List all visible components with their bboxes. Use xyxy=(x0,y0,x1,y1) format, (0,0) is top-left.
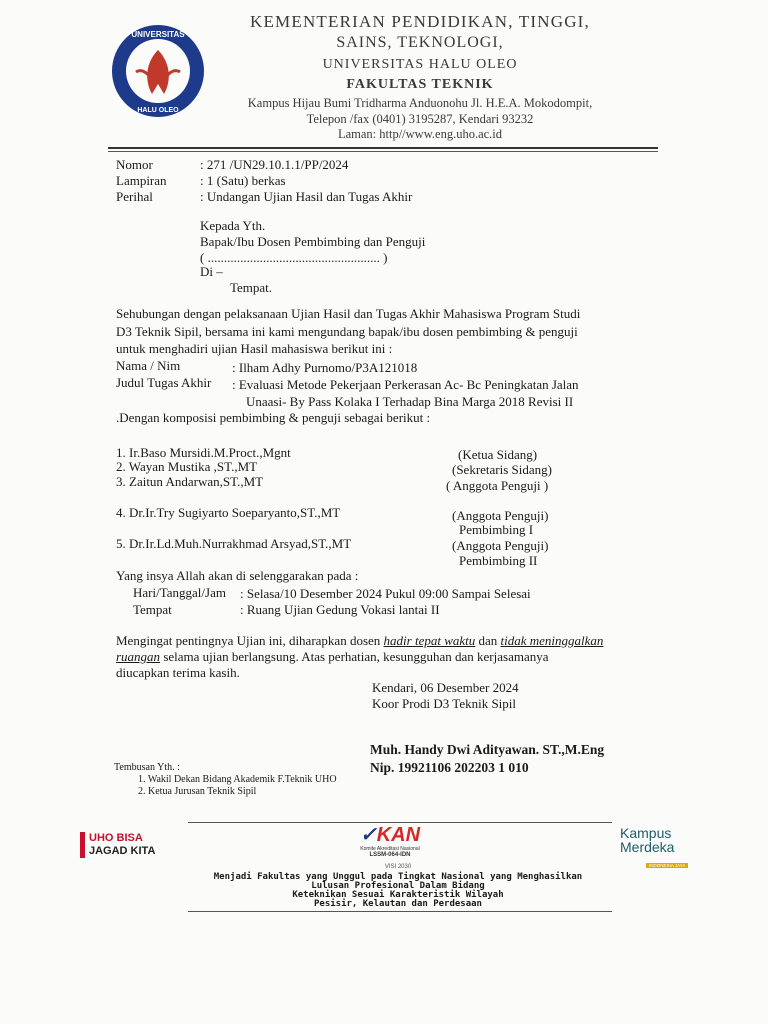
schedule-day-label: Hari/Tanggal/Jam xyxy=(133,585,226,600)
kampus-merdeka-logo xyxy=(620,826,706,866)
closing-emphasis-1: hadir tepat waktu xyxy=(383,633,476,648)
header-website: Laman: http//www.eng.uho.ac.id xyxy=(337,127,503,141)
visi-line-3: Keteknikan Sesuai Karakteristik Wilayah xyxy=(292,890,504,900)
signatory-name: Muh. Handy Dwi Adityawan. ST.,M.Eng xyxy=(370,742,605,757)
jagad-kita-text: JAGAD KITA xyxy=(89,845,156,857)
closing-line-3: diucapkan terima kasih. xyxy=(116,665,240,680)
visi-line-1: Menjadi Fakultas yang Unggul pada Tingkat Nasional yang Menghasilkan xyxy=(213,872,583,882)
body-para1-line1: Sehubungan dengan pelaksanaan Ujian Hasil dan Tugas Akhir Mahasiswa Program Studi xyxy=(116,306,581,321)
schedule-place-label: Tempat xyxy=(133,602,172,617)
nomor-label: Nomor xyxy=(116,157,153,172)
recipient-title: Bapak/Ibu Dosen Pembimbing dan Penguji xyxy=(200,234,426,249)
uho-bisa-text: UHO BISA xyxy=(89,832,143,844)
sign-place-date: Kendari, 06 Desember 2024 xyxy=(372,680,519,695)
kan-text xyxy=(350,824,430,846)
kan-sub-2: LSSM-064-IDN xyxy=(369,852,411,858)
lampiran-value: : 1 (Satu) berkas xyxy=(200,173,286,188)
recipient-di: Di – xyxy=(200,264,223,279)
tembusan-title: Tembusan Yth. : xyxy=(114,762,180,773)
judul-label: Judul Tugas Akhir xyxy=(116,375,212,390)
visi-line-4: Pesisir, Kelautan dan Perdesaan xyxy=(314,899,482,909)
lampiran-label: Lampiran xyxy=(116,173,167,188)
header-university: UNIVERSITAS HALU OLEO xyxy=(322,57,518,72)
recipient-place: Tempat. xyxy=(230,280,273,295)
committee-role-5b: Pembimbing II xyxy=(459,553,538,568)
recipient-blank: ( ..................................................... ) xyxy=(200,250,388,265)
committee-member-5: 5. Dr.Ir.Ld.Muh.Nurrakhmad Arsyad,ST.,MT xyxy=(116,536,352,551)
committee-member-1: 1. Ir.Baso Mursidi.M.Proct.,Mgnt xyxy=(116,445,291,460)
nomor-value: : 271 /UN29.10.1.1/PP/2024 xyxy=(200,157,349,172)
tembusan-item-1: 1. Wakil Dekan Bidang Akademik F.Teknik UHO xyxy=(138,774,337,785)
header-divider xyxy=(108,147,658,149)
header-divider-thin xyxy=(108,151,658,152)
signatory-nip: Nip. 19921106 202203 1 010 xyxy=(370,760,529,775)
committee-role-3: ( Anggota Penguji ) xyxy=(446,478,549,493)
recipient-greeting: Kepada Yth. xyxy=(200,218,266,233)
perihal-label: Perihal xyxy=(116,189,153,204)
closing-emphasis-2: tidak meninggalkan xyxy=(500,633,604,648)
uho-bisa-logo xyxy=(80,828,170,864)
committee-role-5: (Anggota Penguji) xyxy=(452,538,549,553)
komposisi-text: .Dengan komposisi pembimbing & penguji sebagai berikut : xyxy=(116,410,431,425)
committee-member-4: 4. Dr.Ir.Try Sugiyarto Soeparyanto,ST.,MT xyxy=(116,505,341,520)
footer-divider-bottom xyxy=(188,911,612,912)
perihal-value: : Undangan Ujian Hasil dan Tugas Akhir xyxy=(200,189,413,204)
kampus-text: Kampus xyxy=(620,825,672,841)
logo-text-bottom: HALU OLEO xyxy=(137,107,179,114)
header-ministry-2: SAINS, TEKNOLOGI, xyxy=(336,34,504,51)
committee-role-4b: Pembimbing I xyxy=(459,522,534,537)
committee-role-2: (Sekretaris Sidang) xyxy=(452,462,553,477)
committee-member-3: 3. Zaitun Andarwan,ST.,MT xyxy=(116,474,264,489)
closing-line-2 xyxy=(116,649,549,665)
body-para1-line3: untuk menghadiri ujian Hasil mahasiswa berikut ini : xyxy=(116,341,393,356)
committee-role-4: (Anggota Penguji) xyxy=(452,508,549,523)
closing-line-1 xyxy=(116,633,603,649)
logo-text-top: UNIVERSITAS xyxy=(131,30,185,39)
tembusan-item-2: 2. Ketua Jurusan Teknik Sipil xyxy=(138,786,257,797)
footer-divider-top xyxy=(188,822,612,823)
closing-text-a: Mengingat pentingnya Ujian ini, diharapkan dosen xyxy=(116,633,384,648)
nama-value: : Ilham Adhy Purnomo/P3A121018 xyxy=(232,360,418,375)
sign-position: Koor Prodi D3 Teknik Sipil xyxy=(372,696,517,711)
committee-member-2: 2. Wayan Mustika ,ST.,MT xyxy=(116,459,258,474)
header-faculty: FAKULTAS TEKNIK xyxy=(346,77,494,92)
merdeka-text: Merdeka xyxy=(620,839,675,855)
kan-sub-1: Komite Akreditasi Nasional xyxy=(360,846,420,852)
judul-value-2: Unaasi- By Pass Kolaka I Terhadap Bina Marga 2018 Revisi II xyxy=(246,394,574,409)
committee-role-1: (Ketua Sidang) xyxy=(458,447,538,462)
university-logo xyxy=(106,22,210,120)
schedule-day-value: : Selasa/10 Desember 2024 Pukul 09:00 Sampai Selesai xyxy=(240,586,531,601)
schedule-place-value: : Ruang Ujian Gedung Vokasi lantai II xyxy=(240,602,440,617)
kan-logo xyxy=(350,824,430,860)
closing-text-c: dan xyxy=(475,633,501,648)
visi-title: VISI 2030 xyxy=(384,864,412,870)
closing-emphasis-3: ruangan xyxy=(116,649,161,664)
kan-check-icon: ✓ xyxy=(359,824,377,846)
uho-bar-icon xyxy=(80,832,85,858)
schedule-intro: Yang insya Allah akan di selenggarakan pada : xyxy=(116,568,359,583)
body-para1-line2: D3 Teknik Sipil, bersama ini kami mengundang bapak/ibu dosen pembimbing & penguji xyxy=(116,324,578,339)
kan-letters: KAN xyxy=(376,824,421,846)
indonesia-jaya-badge: INDONESIA JAYA xyxy=(646,863,688,868)
header-phone: Telepon /fax (0401) 3195287, Kendari 93232 xyxy=(306,112,534,126)
visi-line-2: Lulusan Profesional Dalam Bidang xyxy=(311,881,485,891)
nama-label: Nama / Nim xyxy=(116,358,181,373)
judul-value-1: : Evaluasi Metode Pekerjaan Perkerasan Ac- Bc Peningkatan Jalan xyxy=(232,377,579,392)
closing-text-b: selama ujian berlangsung. Atas perhatian, kesungguhan dan kerjasamanya xyxy=(160,649,549,664)
header-address: Kampus Hijau Bumi Tridharma Anduonohu Jl. H.E.A. Mokodompit, xyxy=(247,96,593,110)
header-ministry: KEMENTERIAN PENDIDIKAN, TINGGI, xyxy=(249,12,590,31)
